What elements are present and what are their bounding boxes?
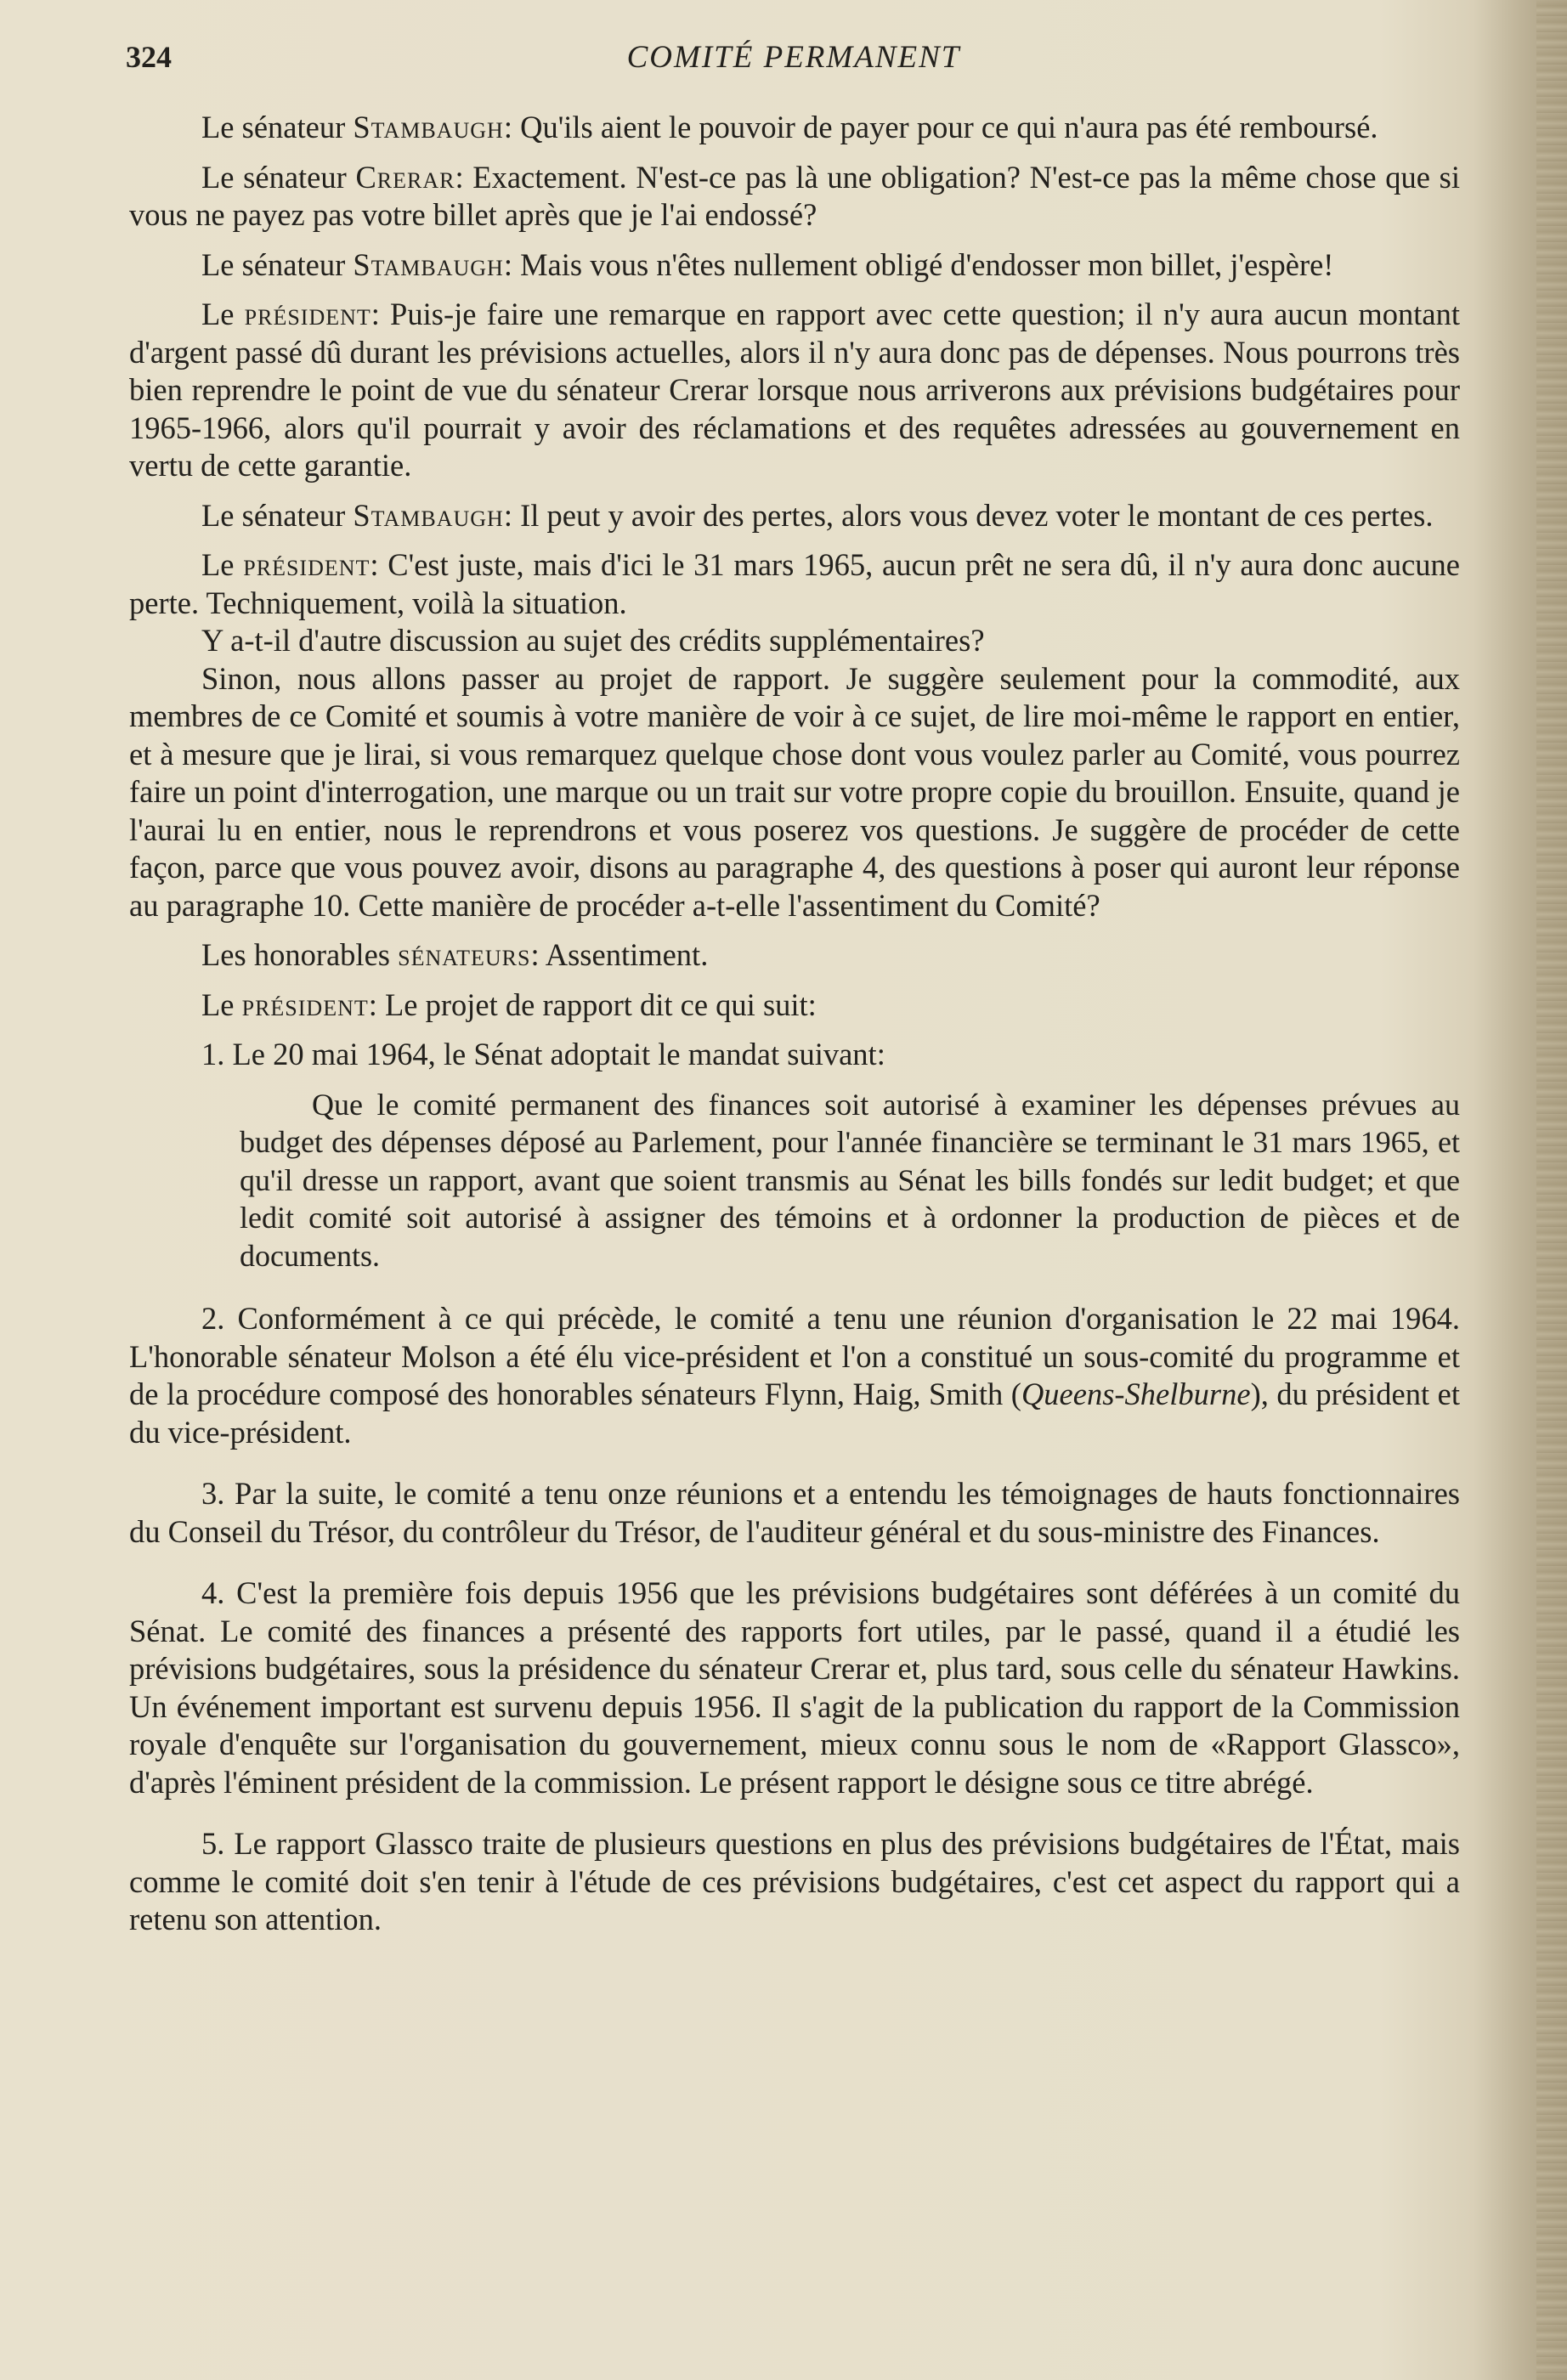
speaker-name: Stambaugh [353, 246, 504, 282]
italic-place-name: Queens-Shelburne [1021, 1377, 1251, 1411]
page-number: 324 [126, 40, 172, 74]
report-item-2: 2. Conformément à ce qui précède, le comité a tenu une réunion d'organisation le 22 mai 1964. L'honorable sénateur Molson a été élu vice-président et l'on a constitué un sous-comité du programme et de la procédure composé des honorables sénateurs Flynn, Haig, Smith (Queens-Shelburne), du président et du vice-président. [129, 1301, 1461, 1450]
paragraph: Le sénateur Crerar: Exactement. N'est-ce pas là une obligation? N'est-ce pas la même chose que si vous ne payez pas votre billet après que je l'ai endossé? [129, 159, 1460, 232]
report-item-1: 1. Le 20 mai 1964, le Sénat adoptait le mandat suivant: [201, 1037, 885, 1071]
speaker-name: président [241, 986, 369, 1022]
paragraph: Le président: Puis-je faire une remarque en rapport avec cette question; il n'y aura aucun montant d'argent passé dû durant les prévisions actuelles, alors il n'y aura donc pas de dépenses. Nous pourrons très bien reprendre le point de vue du sénateur Crerar lorsque nous arriverons aux prévisions budgétaires pour 1965-1966, alors qu'il pourrait y avoir des réclamations et des requêtes adressées au gouvernement en vertu de cette garantie. [129, 297, 1460, 483]
page-body [129, 109, 1460, 1963]
speaker-name: Crerar [355, 159, 455, 195]
report-item-3: 3. Par la suite, le comité a tenu onze réunions et a entendu les témoignages de hauts fonctionnaires du Conseil du Trésor, du contrôleur du Trésor, de l'auditeur général et du sous-ministre des Finances. [129, 1476, 1460, 1549]
speaker-name: Stambaugh [353, 497, 504, 533]
speaker-name: président [243, 547, 371, 582]
paragraph: Le sénateur Stambaugh: Il peut y avoir des pertes, alors vous devez voter le montant de ces pertes. [201, 497, 1434, 533]
paragraph: Y a-t-il d'autre discussion au sujet des crédits supplémentaires? [201, 623, 985, 658]
paragraph: Le président: C'est juste, mais d'ici le 31 mars 1965, aucun prêt ne sera dû, il n'y aura donc aucune perte. Techniquement, voilà la situation. [129, 547, 1461, 620]
running-title: COMITÉ PERMANENT [626, 40, 961, 75]
paragraph: Le sénateur Stambaugh: Qu'ils aient le pouvoir de payer pour ce qui n'aura pas été remboursé. [201, 110, 1378, 144]
paragraph: Sinon, nous allons passer au projet de rapport. Je suggère seulement pour la commodité, aux membres de ce Comité et soumis à votre manière de voir à ce sujet, de lire moi-même le rapport en entier, et à mesure que je lirai, si vous remarquez quelque chose dont vous voulez parler au Comité, vous pourrez faire un point d'interrogation, une marque ou un trait sur votre propre copie du brouillon. Ensuite, quand je l'aurai lu en entier, nous le reprendrons et vous poserez vos questions. Je suggère de procéder de cette façon, parce que vous pouvez avoir, disons au paragraphe 4, des questions à poser qui auront leur réponse au paragraphe 10. Cette manière de procéder a-t-elle l'assentiment du Comité? [129, 660, 1460, 923]
paragraph: Le président: Le projet de rapport dit ce qui suit: [201, 986, 817, 1022]
paragraph: Le sénateur Stambaugh: Mais vous n'êtes nullement obligé d'endosser mon billet, j'espère! [201, 246, 1334, 282]
page-header [126, 36, 1462, 78]
speaker-name: Stambaugh [353, 110, 504, 144]
paragraph: Les honorables sénateurs: Assentiment. [201, 937, 709, 972]
report-item-4: 4. C'est la première fois depuis 1956 que les prévisions budgétaires sont déférées à un comité du Sénat. Le comité des finances a présenté des rapports fort utiles, par le passé, quand il a étudié les prévisions budgétaires, sous la présidence du sénateur Crerar et, plus tard, sous celle du sénateur Hawkins. Un événement important est survenu depuis 1956. Il s'agit de la publication du rapport de la Commission royale d'enquête sur l'organisation du gouvernement, mieux connu sous le nom de «Rapport Glassco», d'après l'éminent président de la commission. Le présent rapport le désigne sous ce titre abrégé. [129, 1575, 1460, 1800]
speaker-name: sénateurs [398, 937, 531, 972]
mandate-quote [240, 1086, 1460, 1275]
report-item-5: 5. Le rapport Glassco traite de plusieurs questions en plus des prévisions budgétaires de l'État, mais comme le comité doit s'en tenir à l'étude de ces prévisions budgétaires, c'est cet aspect du rapport qui a retenu son attention. [129, 1826, 1460, 1936]
quote-text: Que le comité permanent des finances soit autorisé à examiner les dépenses prévues au budget des dépenses déposé au Parlement, pour l'année financière se terminant le 31 mars 1965, et qu'il dresse un rapport, avant que soient transmis au Sénat les bills fondés sur ledit budget; et que ledit comité soit autorisé à assigner des témoins et à ordonner la production de pièces et de documents. [240, 1087, 1460, 1273]
speaker-name: président [244, 297, 371, 331]
page-edge-shadow [1536, 0, 1567, 2380]
